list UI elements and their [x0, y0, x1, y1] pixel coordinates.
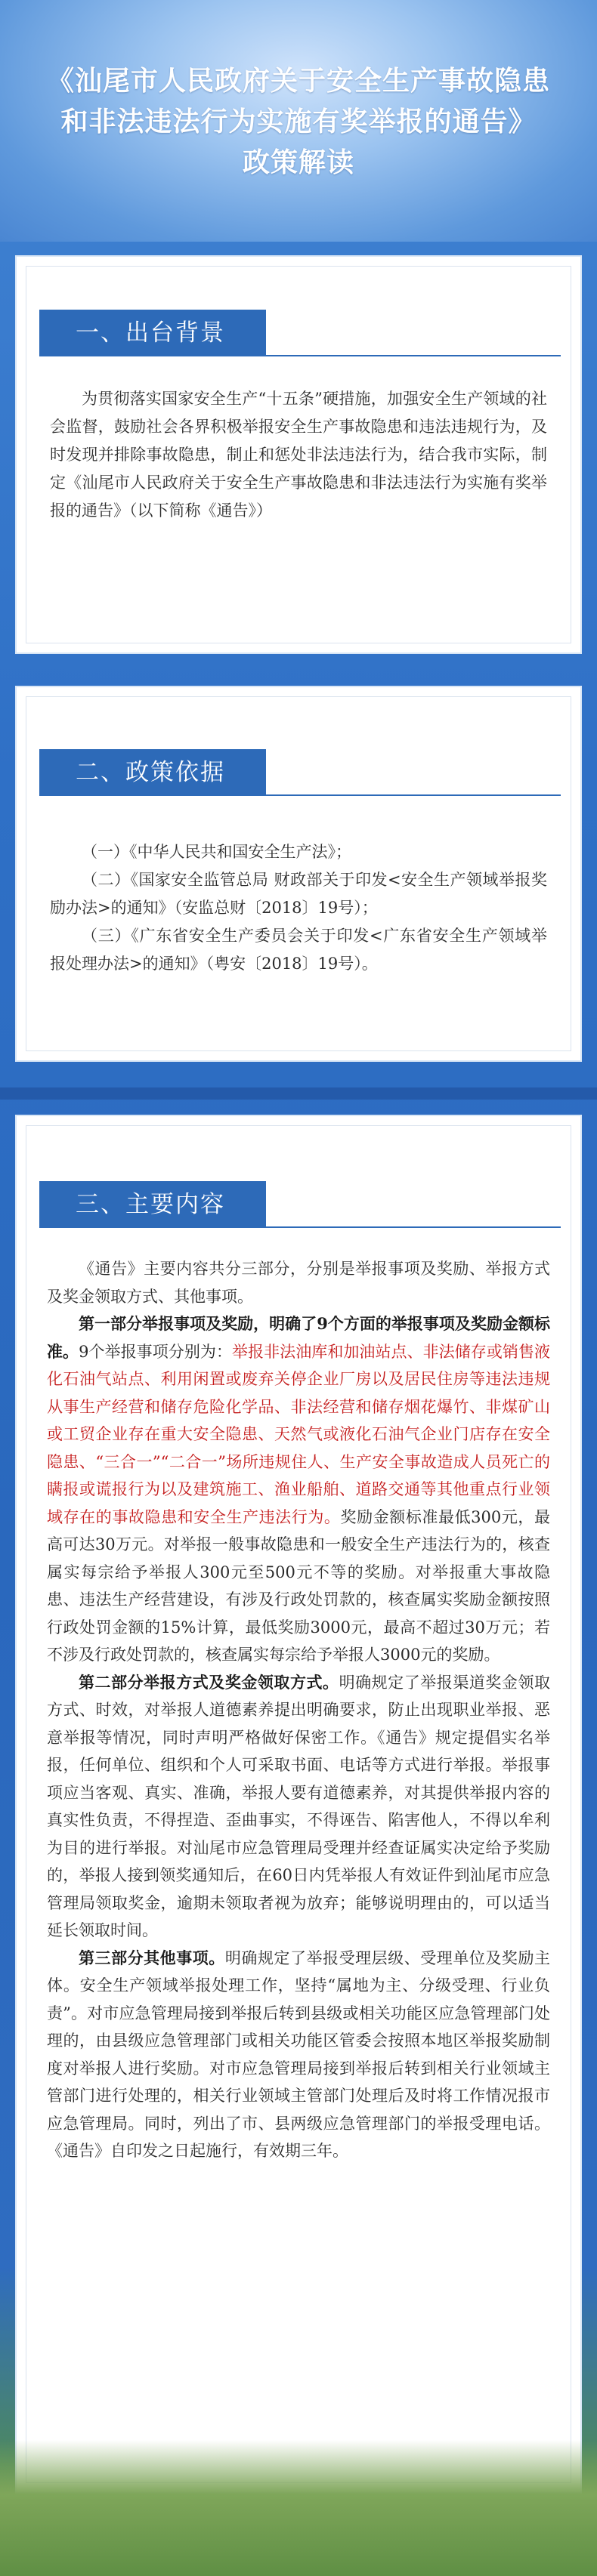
section-basis-card	[15, 686, 582, 1062]
title-line-1: 《汕尾市人民政府关于安全生产事故隐患	[46, 65, 550, 97]
header-banner	[0, 0, 597, 242]
part1-text-after: 奖励金额标准最低300元，最高可达30万元。对举报一般事故隐患和一般安全生产违法行为的，核查属实每宗给予举报人300元至500元不等的奖励。对举报重大事故隐患、违法生产经营建设，有涉及行政处罚款的，核查属实奖励金额按照行政处罚金额的15%计算，最低奖励3000元，最高不超过30万元；若不涉及行政处罚款的，核查属实每宗给予举报人3000元的奖励。	[47, 1507, 550, 1664]
part3-lead: 第三部分其他事项。	[79, 1948, 225, 1967]
background-paragraph: 为贯彻落实国家安全生产“十五条”硬措施，加强安全生产领域的社会监督，鼓励社会各界积极举报安全生产事故隐患和违法违规行为，及时发现并排除事故隐患，制止和惩处非法违法行为，结合我市实际，制定《汕尾市人民政府关于安全生产事故隐患和非法违法行为实施有奖举报的通告》（以下简称《通告》）	[50, 390, 547, 520]
part1-report-items: 举报非法油库和加油站点、非法储存或销售液化石油气站点、利用闲置或废弃关停企业厂房以及居民住房等违法违规从事生产经营和储存危险化学品、非法经营和储存烟花爆竹、非煤矿山或工贸企业存在重大安全隐患、天然气或液化石油气企业门店存在安全隐患、“三合一”“二合一”场所违规住人、生产安全事故造成人员死亡的瞒报或谎报行为以及建筑施工、渔业船舶、道路交通等其他重点行业领域存在的事故隐患和安全生产违法行为。	[47, 1342, 550, 1526]
landscape-background	[0, 2440, 597, 2576]
section-basis-body	[50, 838, 547, 978]
part2-text: 明确规定了举报渠道奖金领取方式、时效，对举报人道德素养提出明确要求，防止出现职业举报、恶意举报等情况，同时声明严格做好保密工作。《通告》规定提倡实名举报，任何单位、组织和个人可采取书面、电话等方式进行举报。举报事项应当客观、真实、准确，举报人要有道德素养，对其提供举报内容的真实性负责，不得捏造、歪曲事实，不得诬告、陷害他人，不得以牟利为目的进行举报。对汕尾市应急管理局受理并经查证属实决定给予奖励的，举报人接到领奖通知后，在60日内凭举报人有效证件到汕尾市应急管理局领取奖金，逾期未领取者视为放弃；能够说明理由的，可以适当延长领取时间。	[47, 1673, 551, 1939]
section-background-body	[50, 385, 547, 525]
part1-text-before: 9个举报事项分别为：	[79, 1342, 232, 1361]
content-part-3	[47, 1945, 550, 2165]
section-title-background	[39, 310, 266, 356]
title-line-2: 和非法违法行为实施有奖举报的通告》	[60, 106, 537, 137]
title-underline	[266, 794, 561, 796]
title-underline	[266, 1226, 561, 1228]
part2-lead: 第二部分举报方式及奖金领取方式。	[79, 1672, 339, 1692]
basis-item-2: （二）《国家安全监管总局 财政部关于印发<安全生产领域举报奖励办法>的通知》（安监总财〔2018〕19号）；	[50, 871, 547, 917]
page-title	[30, 60, 567, 183]
section-title-content-text: 三、主要内容	[76, 1191, 225, 1218]
section-content-body	[47, 1255, 550, 2165]
section-title-basis-text: 二、政策依据	[76, 759, 225, 786]
title-line-3: 政策解读	[242, 147, 354, 178]
basis-item-1: （一）《中华人民共和国安全生产法》；	[82, 843, 351, 861]
title-underline	[266, 355, 561, 356]
section-title-basis	[39, 749, 266, 796]
content-part-1	[47, 1310, 550, 1669]
section-title-content	[39, 1181, 266, 1228]
section-content-card	[15, 1115, 582, 2494]
content-intro: 《通告》主要内容共分三部分，分别是举报事项及奖励、举报方式及奖金领取方式、其他事项。	[47, 1260, 550, 1306]
basis-item-3: （三）《广东省安全生产委员会关于印发<广东省安全生产领域举报处理办法>的通知》（粤安〔2018〕19号）。	[50, 927, 547, 973]
content-part-2	[47, 1669, 550, 1945]
part1-lead: 第一部分举报事项及奖励，明确了9个方面的举报事项及奖励金额标准。	[47, 1314, 550, 1361]
section-background-card	[15, 255, 582, 654]
part3-text: 明确规定了举报受理层级、受理单位及奖励主体。安全生产领域举报处理工作，坚持“属地为主、分级受理、行业负责”。对市应急管理局接到举报后转到县级或相关功能区应急管理部门处理的，由县级应急管理部门或相关功能区管委会按照本地区举报奖励制度对举报人进行奖励。对市应急管理局接到举报后转到相关行业领域主管部门进行处理的，相关行业领域主管部门处理后及时将工作情况报市应急管理局。同时，列出了市、县两级应急管理部门的举报受理电话。《通告》自印发之日起施行，有效期三年。	[47, 1948, 551, 2160]
divider-strip	[0, 1087, 597, 1100]
section-title-background-text: 一、出台背景	[76, 319, 225, 347]
